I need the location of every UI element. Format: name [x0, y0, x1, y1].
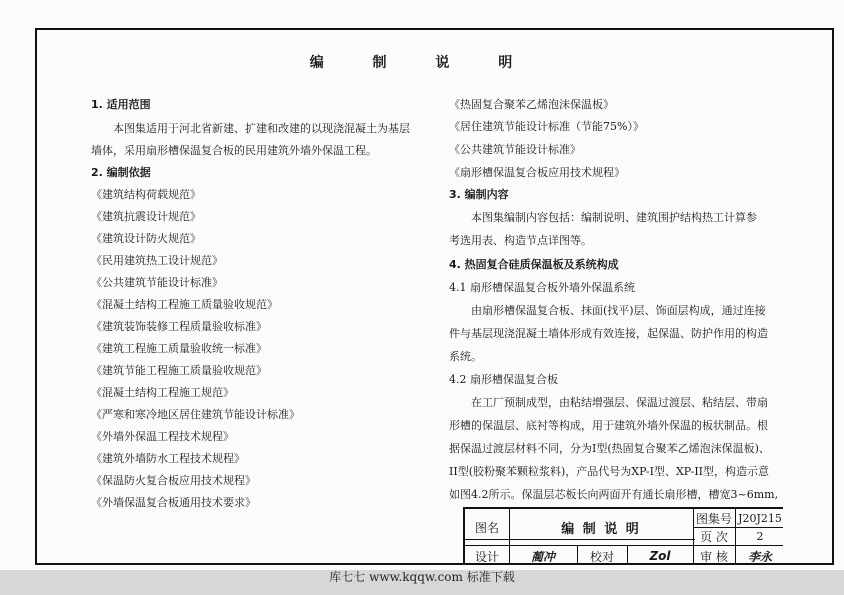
label-drawing-name: 图名: [474, 520, 499, 535]
reference-name: 《外墙外保温工程技术规程》: [91, 430, 234, 443]
section-4-2-paragraph-line: 形槽的保温层、底衬等构成，用于建筑外墙外保温的板状制品。根: [449, 419, 768, 432]
section-2-heading: 2. 编制依据: [91, 166, 151, 179]
reference-name: 《建筑节能工程施工质量验收规范》: [91, 364, 267, 377]
section-3-heading: 3. 编制内容: [449, 188, 509, 201]
reference-name: 《扇形槽保温复合板应用技术规程》: [449, 166, 625, 179]
reference-name: 《居住建筑节能设计标准（节能75%）》: [449, 120, 644, 133]
section-4-2-heading: 4.2 扇形槽保温复合板: [449, 373, 558, 386]
section-4-1-heading: 4.1 扇形槽保温复合板外墙外保温系统: [449, 281, 635, 294]
page-number: 2: [756, 529, 764, 543]
reference-name: 《混凝土结构工程施工规范》: [91, 386, 234, 399]
reference-name: 《公共建筑节能设计标准》: [449, 143, 581, 156]
atlas-number: J20J215: [738, 511, 782, 525]
section-1-paragraph-line: 本图集适用于河北省新建、扩建和改建的以现浇混凝土为基层: [113, 122, 410, 135]
section-4-2-paragraph-line: 在工厂预制成型，由粘结增强层、保温过渡层、粘结层、带扇: [471, 396, 768, 409]
section-3-paragraph-line: 考选用表、构造节点详图等。: [449, 234, 592, 247]
reviewer-signature: 李永: [747, 549, 772, 564]
reference-name: 《建筑工程施工质量验收统一标准》: [91, 342, 267, 355]
section-4-1-paragraph-line: 系统。: [449, 350, 482, 363]
section-1-heading: 1. 适用范围: [91, 98, 151, 111]
label-atlas-number: 图集号: [695, 511, 732, 526]
designer-signature: 蔺冲: [530, 549, 555, 564]
label-designer: 设计: [474, 549, 499, 564]
reference-name: 《建筑抗震设计规范》: [91, 210, 201, 223]
label-checker: 校对: [589, 549, 614, 564]
reference-name: 《民用建筑热工设计规范》: [91, 254, 223, 267]
watermark-footer: 库七七 www.kqqw.com 标准下载: [329, 570, 515, 584]
reference-name: 《建筑结构荷载规范》: [91, 188, 201, 201]
reference-name: 《建筑装饰装修工程质量验收标准》: [91, 320, 267, 333]
reference-name: 《公共建筑节能设计标准》: [91, 276, 223, 289]
reference-name: 《建筑外墙防水工程技术规程》: [91, 452, 245, 465]
drawing-name: 编 制 说 明: [561, 521, 641, 537]
section-4-2-paragraph-line: 如图4.2所示。保温层芯板长向两面开有通长扇形槽，槽宽3~6mm,: [449, 488, 779, 501]
reference-name: 《严寒和寒冷地区居住建筑节能设计标准》: [91, 408, 300, 421]
label-page-number: 页 次: [700, 529, 728, 544]
section-3-paragraph-line: 本图集编制内容包括：编制说明、建筑围护结构热工计算参: [471, 211, 757, 224]
reference-name: 《外墙保温复合板通用技术要求》: [91, 496, 256, 509]
section-1-paragraph-line: 墙体，采用扇形槽保温复合板的民用建筑外墙外保温工程。: [91, 144, 377, 157]
section-4-1-paragraph-line: 由扇形槽保温复合板、抹面(找平)层、饰面层构成，通过连接: [471, 304, 766, 317]
title-block: [463, 507, 783, 565]
reference-name: 《保温防火复合板应用技术规程》: [91, 474, 256, 487]
section-4-2-paragraph-line: 据保温过渡层材料不同，分为I型(热固复合聚苯乙烯泡沫保温板)、: [449, 442, 770, 455]
reference-name: 《热固复合聚苯乙烯泡沫保温板》: [449, 98, 614, 111]
reference-name: 《建筑设计防火规范》: [91, 232, 201, 245]
page-title: 编 制 说 明: [309, 55, 535, 71]
section-4-1-paragraph-line: 件与基层现浇混凝土墙体形成有效连接，起保温、防护作用的构造: [449, 327, 768, 340]
label-reviewer: 审 核: [700, 549, 728, 564]
reference-name: 《混凝土结构工程施工质量验收规范》: [91, 298, 278, 311]
section-4-heading: 4. 热固复合硅质保温板及系统构成: [449, 258, 619, 271]
checker-signature: Zol: [649, 549, 671, 563]
section-4-2-paragraph-line: II型(胶粉聚苯颗粒浆料)，产品代号为XP-I型、XP-II型，构造示意: [449, 465, 770, 478]
